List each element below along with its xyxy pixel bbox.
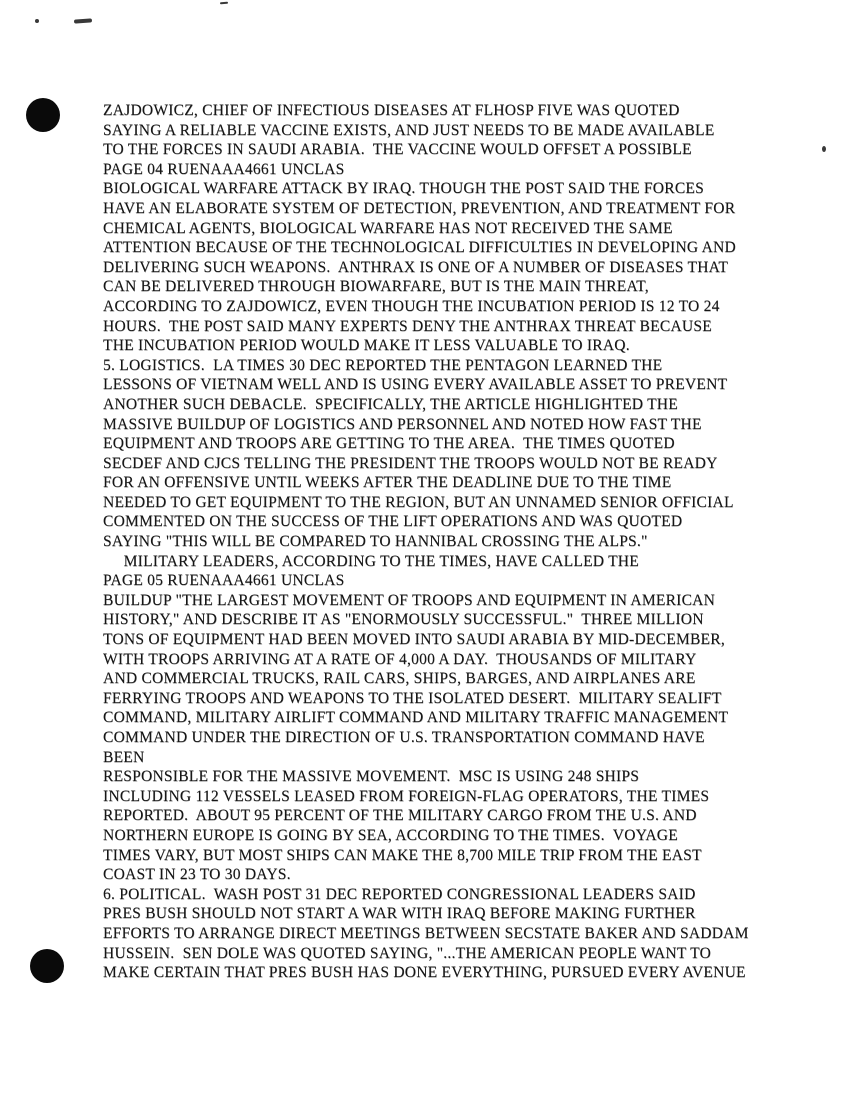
document-line: 5. LOGISTICS. LA TIMES 30 DEC REPORTED THE PENTAGON LEARNED THE: [103, 356, 663, 374]
document-line: BEEN: [103, 748, 145, 766]
document-line: TONS OF EQUIPMENT HAD BEEN MOVED INTO SAUDI ARABIA BY MID-DECEMBER,: [103, 631, 725, 649]
document-line: SAYING "THIS WILL BE COMPARED TO HANNIBAL CROSSING THE ALPS.": [103, 533, 648, 551]
hole-punch-mark: [26, 98, 60, 132]
document-line: FOR AN OFFENSIVE UNTIL WEEKS AFTER THE DEADLINE DUE TO THE TIME: [103, 474, 672, 492]
document-line: ANOTHER SUCH DEBACLE. SPECIFICALLY, THE ARTICLE HIGHLIGHTED THE: [103, 395, 678, 413]
document-line: NORTHERN EUROPE IS GOING BY SEA, ACCORDING TO THE TIMES. VOYAGE: [103, 826, 678, 844]
document-line: TO THE FORCES IN SAUDI ARABIA. THE VACCINE WOULD OFFSET A POSSIBLE: [103, 141, 692, 159]
document-line: SAYING A RELIABLE VACCINE EXISTS, AND JUST NEEDS TO BE MADE AVAILABLE: [103, 121, 715, 139]
document-line: SECDEF AND CJCS TELLING THE PRESIDENT THE TROOPS WOULD NOT BE READY: [103, 454, 718, 472]
document-line: AND COMMERCIAL TRUCKS, RAIL CARS, SHIPS, BARGES, AND AIRPLANES ARE: [103, 670, 696, 688]
document-line: REPORTED. ABOUT 95 PERCENT OF THE MILITARY CARGO FROM THE U.S. AND: [103, 807, 697, 825]
document-line: ZAJDOWICZ, CHIEF OF INFECTIOUS DISEASES AT FLHOSP FIVE WAS QUOTED: [103, 102, 680, 119]
document-line: HUSSEIN. SEN DOLE WAS QUOTED SAYING, "...THE AMERICAN PEOPLE WANT TO: [103, 944, 712, 962]
document-line: EFFORTS TO ARRANGE DIRECT MEETINGS BETWEEN SECSTATE BAKER AND SADDAM: [103, 924, 749, 942]
document-line: LESSONS OF VIETNAM WELL AND IS USING EVERY AVAILABLE ASSET TO PREVENT: [103, 376, 728, 394]
document-line: CAN BE DELIVERED THROUGH BIOWARFARE, BUT IS THE MAIN THREAT,: [103, 278, 649, 296]
document-line: MASSIVE BUILDUP OF LOGISTICS AND PERSONNEL AND NOTED HOW FAST THE: [103, 415, 702, 433]
document-line: DELIVERING SUCH WEAPONS. ANTHRAX IS ONE OF A NUMBER OF DISEASES THAT: [103, 258, 729, 276]
document-line: WITH TROOPS ARRIVING AT A RATE OF 4,000 A DAY. THOUSANDS OF MILITARY: [103, 650, 697, 668]
document-line: COMMAND, MILITARY AIRLIFT COMMAND AND MILITARY TRAFFIC MANAGEMENT: [103, 709, 729, 727]
scan-artifact-dot: [35, 19, 39, 23]
document-line: COMMENTED ON THE SUCCESS OF THE LIFT OPERATIONS AND WAS QUOTED: [103, 513, 683, 531]
document-line: RESPONSIBLE FOR THE MASSIVE MOVEMENT. MSC IS USING 248 SHIPS: [103, 768, 640, 786]
document-line: HOURS. THE POST SAID MANY EXPERTS DENY THE ANTHRAX THREAT BECAUSE: [103, 317, 712, 335]
document-line: MAKE CERTAIN THAT PRES BUSH HAS DONE EVERYTHING, PURSUED EVERY AVENUE: [103, 964, 746, 982]
document-line: HAVE AN ELABORATE SYSTEM OF DETECTION, PREVENTION, AND TREATMENT FOR: [103, 199, 736, 217]
document-line: EQUIPMENT AND TROOPS ARE GETTING TO THE AREA. THE TIMES QUOTED: [103, 435, 675, 453]
scan-artifact-dash: [220, 2, 228, 5]
document-line: INCLUDING 112 VESSELS LEASED FROM FOREIGN-FLAG OPERATORS, THE TIMES: [103, 787, 710, 805]
document-line: ATTENTION BECAUSE OF THE TECHNOLOGICAL DIFFICULTIES IN DEVELOPING AND: [103, 239, 736, 257]
document-line: MILITARY LEADERS, ACCORDING TO THE TIMES, HAVE CALLED THE: [103, 552, 639, 570]
document-line: PAGE 05 RUENAAA4661 UNCLAS: [103, 572, 345, 590]
document-line: PRES BUSH SHOULD NOT START A WAR WITH IRAQ BEFORE MAKING FURTHER: [103, 905, 696, 923]
document-line: COAST IN 23 TO 30 DAYS.: [103, 866, 291, 884]
document-line: PAGE 04 RUENAAA4661 UNCLAS: [103, 160, 345, 178]
document-line: COMMAND UNDER THE DIRECTION OF U.S. TRANSPORTATION COMMAND HAVE: [103, 729, 705, 746]
hole-punch-mark: [30, 949, 64, 983]
document-line: NEEDED TO GET EQUIPMENT TO THE REGION, BUT AN UNNAMED SENIOR OFFICIAL: [103, 493, 734, 511]
document-line: ACCORDING TO ZAJDOWICZ, EVEN THOUGH THE INCUBATION PERIOD IS 12 TO 24: [103, 297, 720, 315]
document-text-block: [103, 101, 823, 983]
document-line: THE INCUBATION PERIOD WOULD MAKE IT LESS VALUABLE TO IRAQ.: [103, 337, 630, 355]
document-line: 6. POLITICAL. WASH POST 31 DEC REPORTED CONGRESSIONAL LEADERS SAID: [103, 885, 696, 903]
document-line: CHEMICAL AGENTS, BIOLOGICAL WARFARE HAS NOT RECEIVED THE SAME: [103, 219, 673, 237]
document-line: BIOLOGICAL WARFARE ATTACK BY IRAQ. THOUGH THE POST SAID THE FORCES: [103, 180, 705, 198]
scan-artifact-dot: [822, 146, 826, 152]
document-line: BUILDUP "THE LARGEST MOVEMENT OF TROOPS AND EQUIPMENT IN AMERICAN: [103, 591, 716, 609]
document-line: FERRYING TROOPS AND WEAPONS TO THE ISOLATED DESERT. MILITARY SEALIFT: [103, 689, 722, 707]
document-line: HISTORY," AND DESCRIBE IT AS "ENORMOUSLY SUCCESSFUL." THREE MILLION: [103, 611, 704, 629]
document-line: TIMES VARY, BUT MOST SHIPS CAN MAKE THE 8,700 MILE TRIP FROM THE EAST: [103, 846, 702, 864]
scan-artifact-dash: [74, 18, 92, 23]
